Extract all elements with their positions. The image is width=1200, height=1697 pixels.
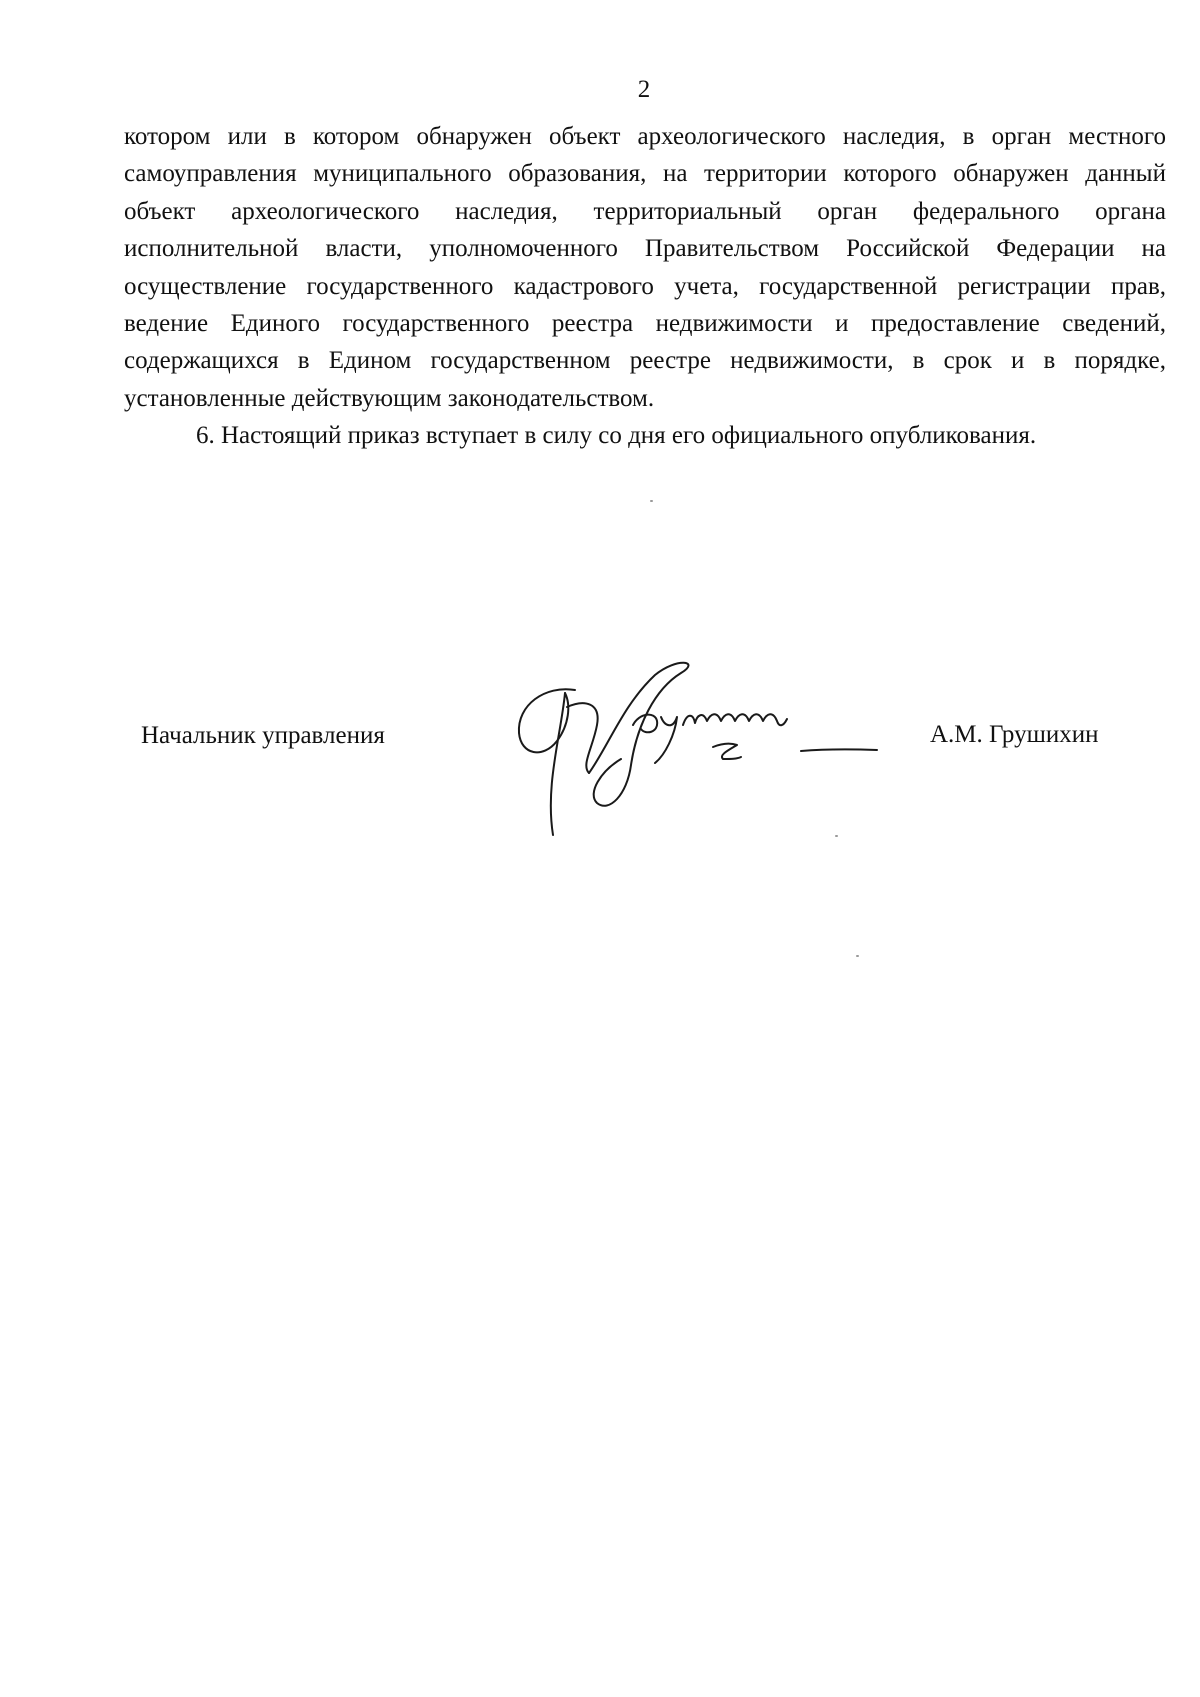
scan-speck bbox=[856, 955, 859, 957]
document-body bbox=[124, 118, 1166, 455]
signature-stroke bbox=[567, 703, 598, 773]
signature-stroke bbox=[551, 693, 565, 835]
signatory-name: А.М. Грушихин bbox=[930, 721, 1099, 748]
page-number: 2 bbox=[637, 76, 651, 103]
signature-stroke bbox=[683, 714, 787, 725]
handwritten-signature bbox=[505, 655, 925, 845]
signature-stroke bbox=[655, 717, 677, 763]
paragraph-continuation: котором или в котором обнаружен объект археологического наследия, в орган местного самоуправления муниципального образования, на территории которого обнаружен данный объект археологического наследия, территориальный орган федерального органа исполнительной власти, уполномоченного Правительством Российской Федерации на осуществление государственного кадастрового учета, государственной регистрации прав, ведение Единого государственного реестра недвижимости и предоставление сведений, содержащихся в Едином государственном реестре недвижимости, в срок и в порядке, установленные действующим законодательством. bbox=[124, 123, 1166, 412]
scan-speck bbox=[650, 500, 653, 502]
paragraph-item-6: 6. Настоящий приказ вступает в силу со дня его официального опубликования. bbox=[196, 422, 1037, 450]
signature-stroke bbox=[519, 689, 575, 752]
scan-speck bbox=[835, 835, 838, 837]
signature-stroke bbox=[801, 749, 877, 751]
signatory-position: Начальник управления bbox=[141, 722, 385, 749]
signature-stroke bbox=[713, 744, 741, 759]
